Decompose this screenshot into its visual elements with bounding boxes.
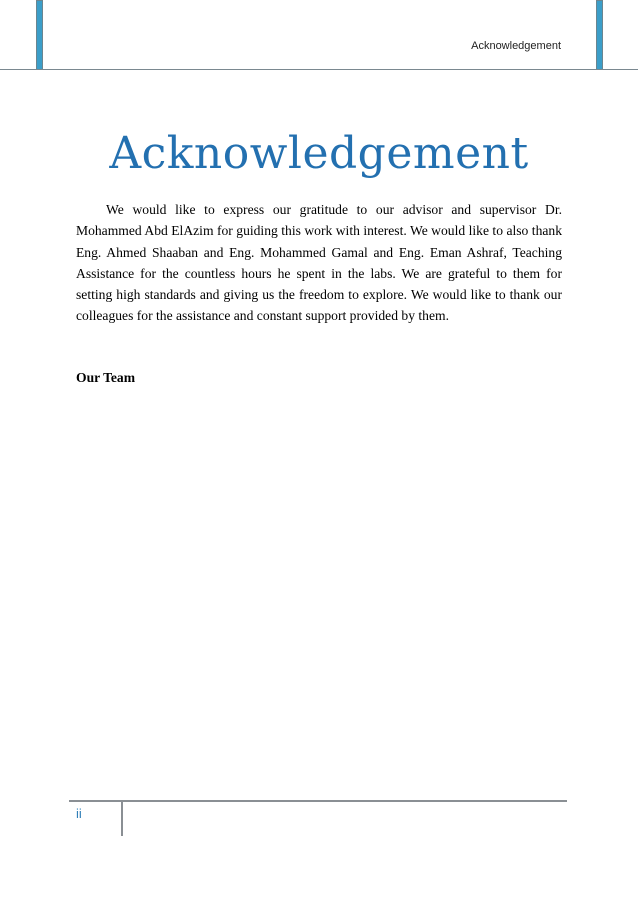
footer-rule — [69, 800, 567, 802]
acknowledgement-paragraph: We would like to express our gratitude to our advisor and supervisor Dr. Mohammed Abd ElAzim for guiding this work with interest. We would like to also thank Eng. Ahmed Shaaban and Eng. Mohammed Gamal and Eng. Eman Ashraf, Teaching Assistance for the countless hours he spent in the labs. We are grateful to them for setting high standards and giving us the freedom to explore. We would like to thank our colleagues for the assistance and constant support provided by them. — [76, 202, 562, 324]
page-title: Acknowledgement — [109, 128, 529, 179]
header-tab-left — [36, 0, 43, 70]
signature: Our Team — [76, 370, 136, 385]
footer-divider — [121, 801, 123, 836]
running-header: Acknowledgement — [471, 40, 561, 52]
header-rule — [0, 69, 638, 70]
page-number: ii — [76, 806, 82, 821]
header-tab-right — [596, 0, 603, 70]
